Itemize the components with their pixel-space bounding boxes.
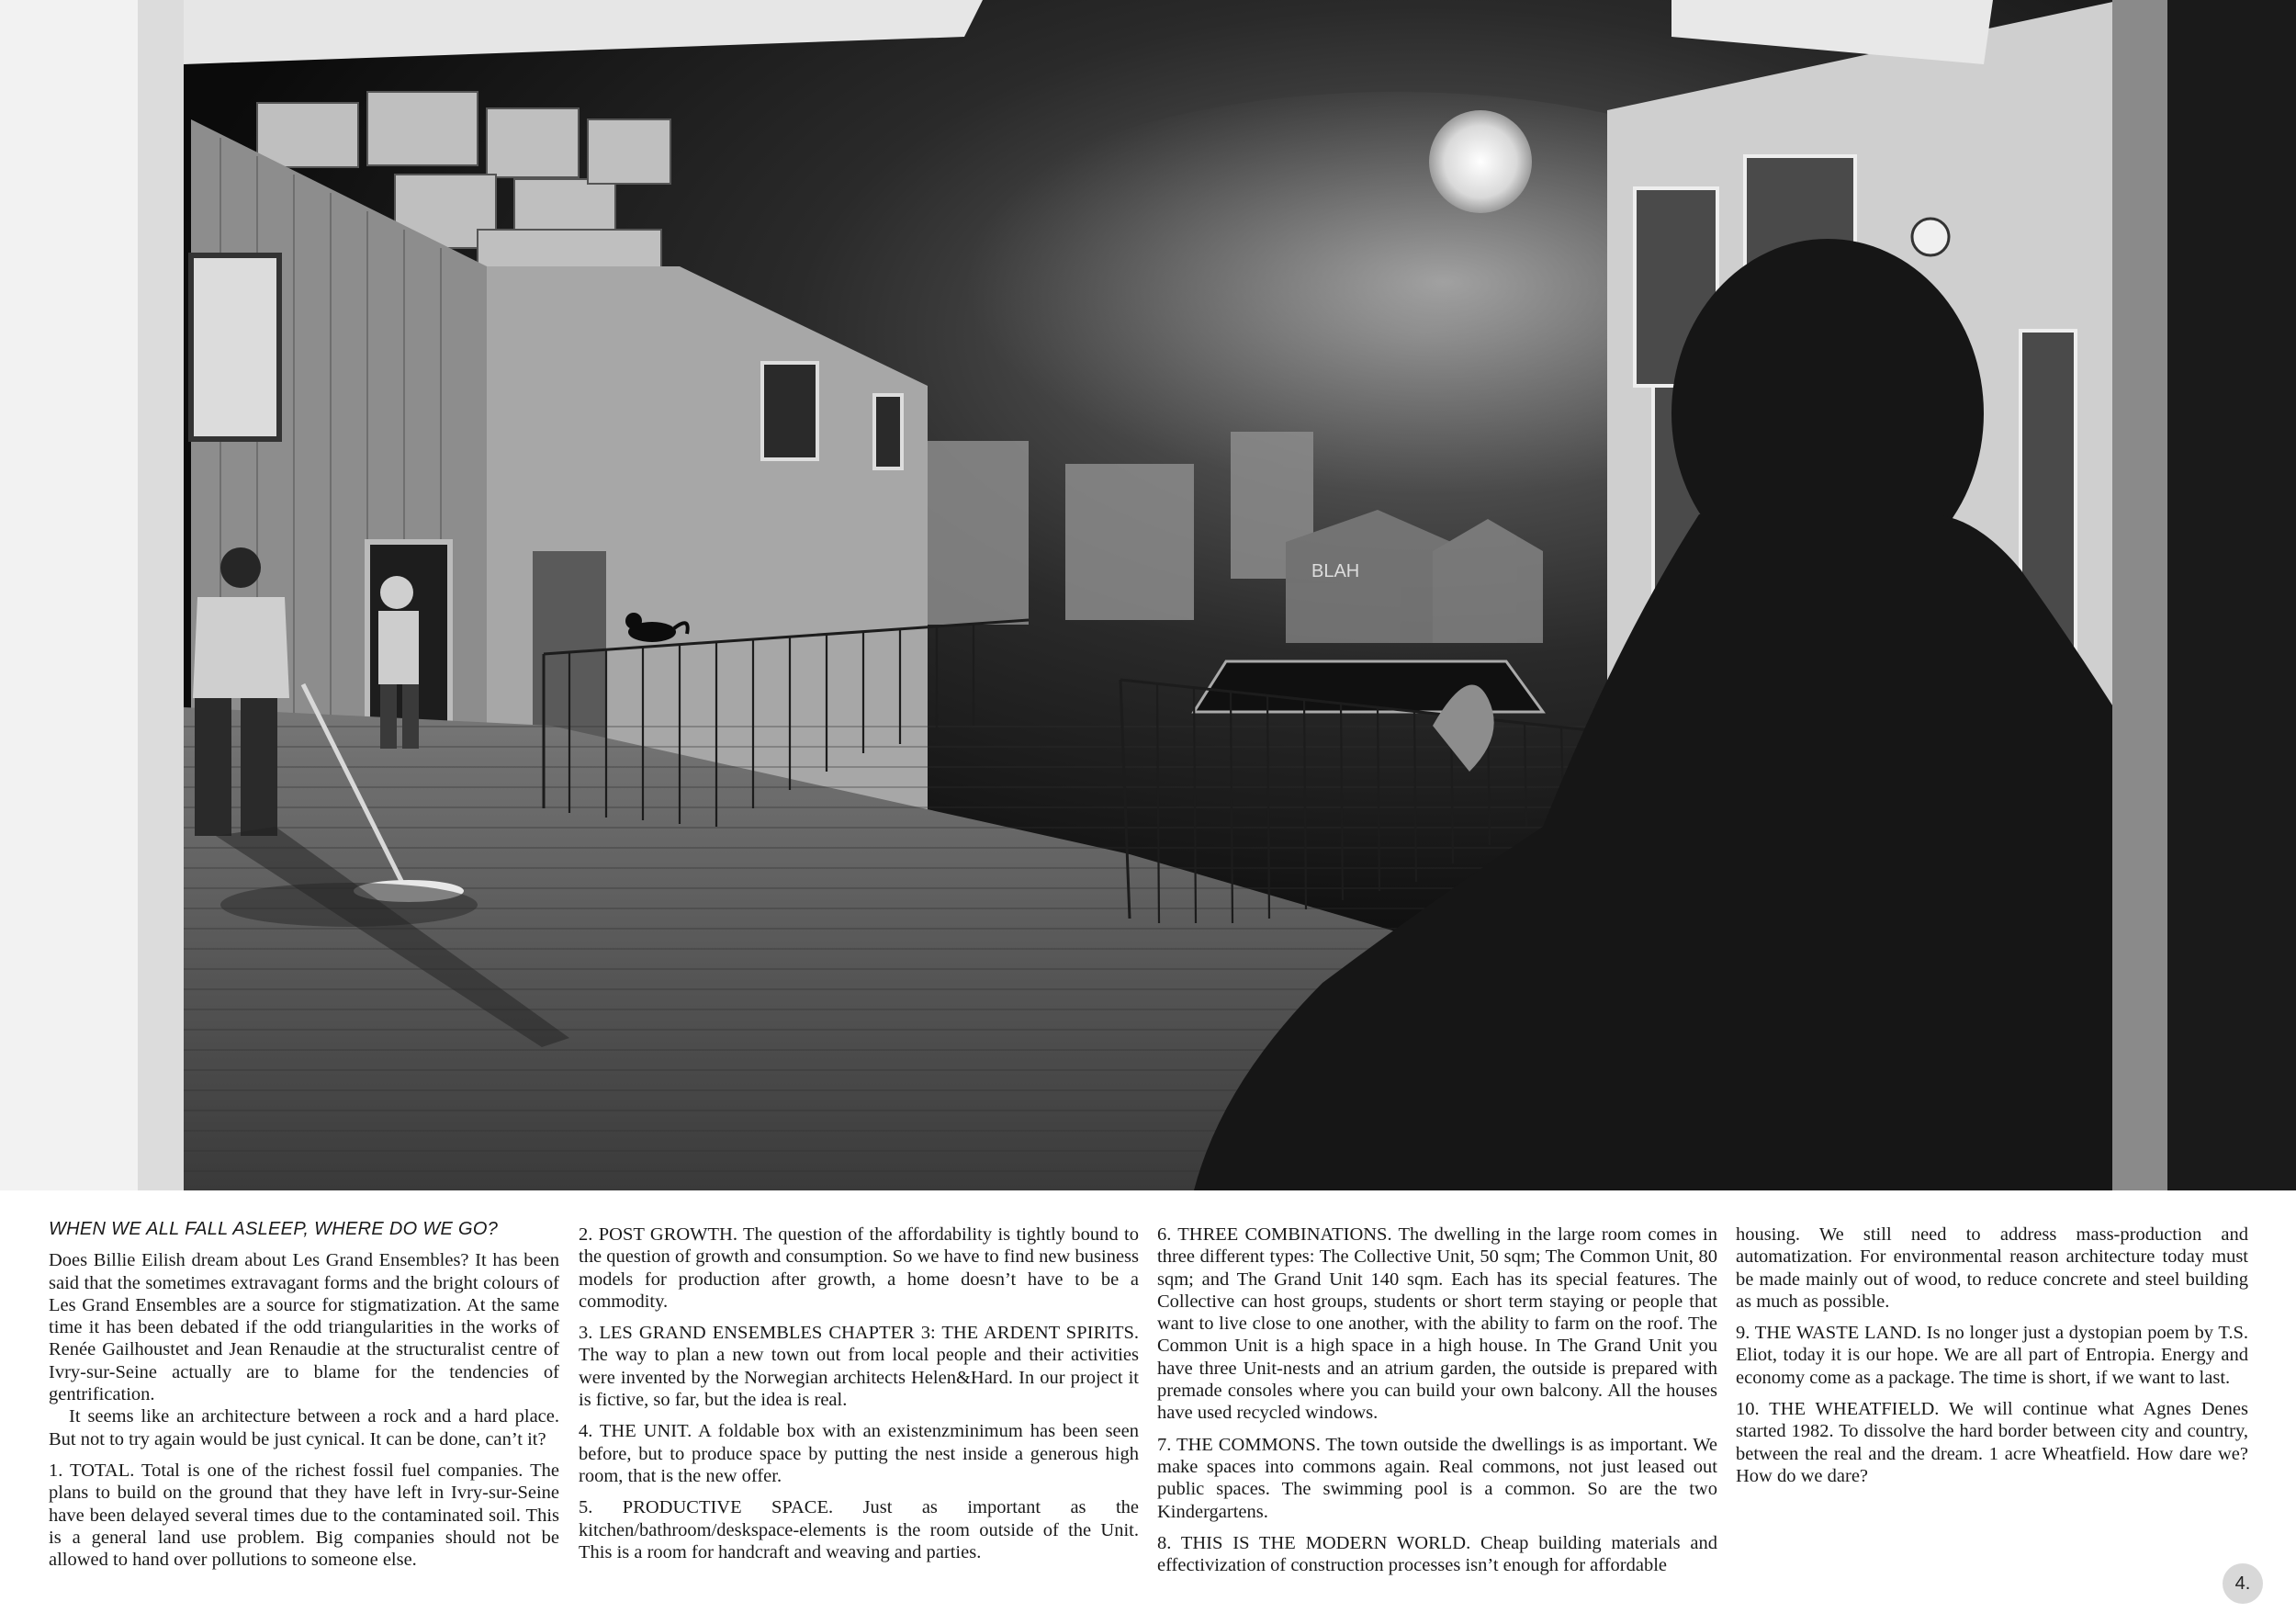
- point-10-wheatfield: 10. THE WHEATFIELD. We will continue what Agnes Denes started 1982. To dissolve the hard border between city and country, between the real and the dream. 1 acre Wheatfield. How dare we? How do we dare?: [1736, 1399, 2248, 1486]
- text-column-3: [1157, 1224, 1717, 1585]
- point-2-post-growth: 2. POST GROWTH. The question of the affordability is tightly bound to the question of growth and consumption. So we have to find new business models for production after growth, a home doesn’t have to be a commodity.: [579, 1224, 1139, 1312]
- point-9-waste-land: 9. THE WASTE LAND. Is no longer just a dystopian poem by T.S. Eliot, today it is our hope. We are all part of Entropia. Energy and economy come as a package. The time is short, if we want to last.: [1736, 1323, 2248, 1388]
- middle-window-1: [762, 363, 817, 459]
- middle-window-2: [874, 395, 902, 468]
- left-window: [191, 255, 279, 439]
- point-8-continued: housing. We still need to address mass-production and automatization. For environmental reason architecture today must be made mainly out of wood, to reduce concrete and steel building as much as possible.: [1736, 1224, 2248, 1312]
- article-headline: WHEN WE ALL FALL ASLEEP, WHERE DO WE GO?: [49, 1219, 499, 1239]
- point-1-total: 1. TOTAL. Total is one of the richest fossil fuel companies. The plans to build on the ground that they have left in Ivry-sur-Seine have been delayed several times due to the contaminated soil. This is a general land use problem. Big companies should not be allowed to hand over pollutions to someone else.: [49, 1460, 559, 1571]
- point-3-ardent-spirits: 3. LES GRAND ENSEMBLES CHAPTER 3: THE ARDENT SPIRITS. The way to plan a new town out from local people and their activities were invented by the Norwegian architects Helen&Hard. In our project it is fictive, so far, but the idea is real.: [579, 1323, 1139, 1411]
- intro-paragraph-2: It seems like an architecture between a rock and a hard place. But not to try again would be just cynical. It can be done, can’t it?: [49, 1406, 559, 1449]
- point-4-the-unit: 4. THE UNIT. A foldable box with an existenzminimum has been seen before, but to produce space by putting the nest inside a generous high room, that is the new offer.: [579, 1421, 1139, 1486]
- intro-paragraph: Does Billie Eilish dream about Les Grand Ensembles? It has been said that the sometimes extravagant forms and the bright colours of Les Grand Ensembles are a source for stigmatization. At the same time it has been debated if the odd triangularities in the works of Renée Gailhoustet and Jean Renaudie at the structuralist centre of Ivry-sur-Seine actually are to blame for the tendencies of gentrification.: [49, 1250, 559, 1405]
- point-7-the-commons: 7. THE COMMONS. The town outside the dwellings is as important. We make spaces into commons again. Real commons, not just leased out public spaces. The swimming pool is a common. So are the two Kindergartens.: [1157, 1434, 1717, 1522]
- page-number-badge: 4.: [2223, 1563, 2263, 1604]
- article-text-area: [0, 1190, 2296, 1624]
- text-column-4: [1736, 1224, 2248, 1496]
- window-frame-right: [2160, 0, 2296, 1190]
- point-5-productive-space: 5. PRODUCTIVE SPACE. Just as important as the kitchen/bathroom/deskspace-elements is the room outside of the Unit. This is a room for handcraft and weaving and parties.: [579, 1497, 1139, 1562]
- graffiti-text: BLAH: [1311, 561, 1360, 581]
- text-column-1: [49, 1218, 559, 1580]
- text-column-2: [579, 1224, 1139, 1573]
- clock: [1912, 219, 1949, 255]
- point-8-modern-world: 8. THIS IS THE MODERN WORLD. Cheap building materials and effectivization of construction processes isn’t enough for affordable: [1157, 1532, 1717, 1576]
- swimming-pool: [1194, 661, 1543, 712]
- point-6-three-combinations: 6. THREE COMBINATIONS. The dwelling in the large room comes in three different types: The Collective Unit, 50 sqm; The Common Unit, 80 sqm; and The Grand Unit 140 sqm. Each has its special features. The Collective can host groups, students or short term staying or people that want to live close to one another, with the ability to farm on the roof. The Common Unit is a high space in a high house. In The Grand Unit you have three Unit-nests and an atrium garden, the outside is prepared with premade consoles where you can build your own balcony. All the houses have used recycled windows.: [1157, 1224, 1717, 1424]
- moon: [1429, 110, 1532, 213]
